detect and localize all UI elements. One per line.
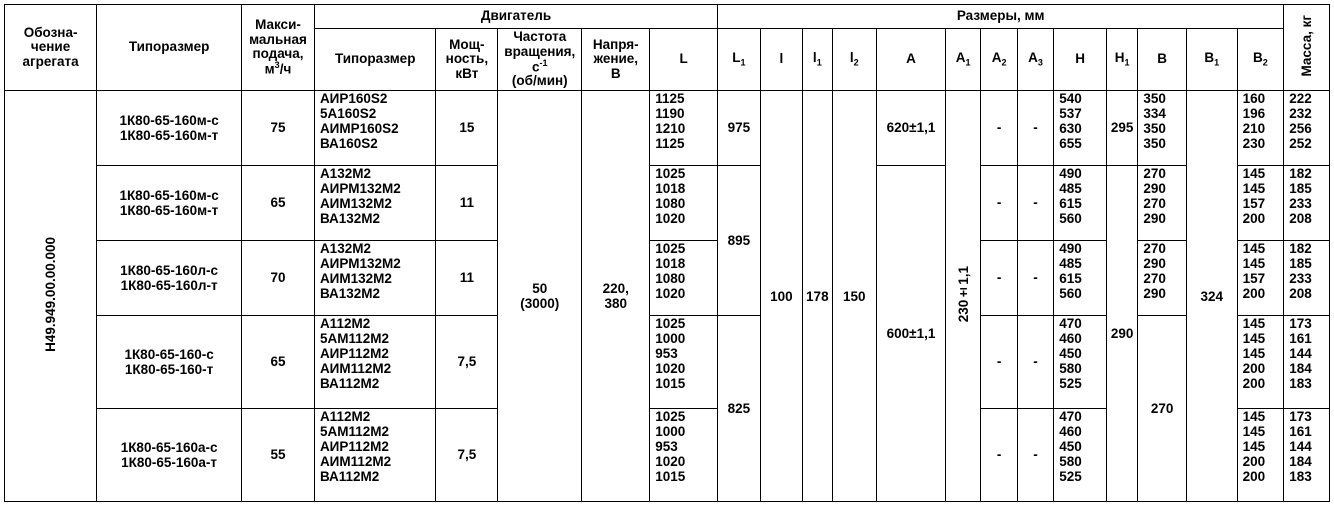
B-cell: 270 290 270 290 <box>1138 165 1187 240</box>
H1-cell: 295 <box>1106 91 1137 166</box>
designation-value: Н49.949.00.00.000 <box>43 237 59 352</box>
dim-col-header <box>650 29 718 91</box>
mass-cell: 173 161 144 184 183 <box>1284 408 1330 501</box>
max-flow-label: Макси- мальная подача, <box>249 17 307 61</box>
L1-cell: 825 <box>718 315 761 501</box>
freq-unit-sup: -1 <box>539 57 548 68</box>
type-size-cell: 1К80-65-160а-с 1К80-65-160а-т <box>97 408 242 501</box>
dim-col-header <box>803 29 832 91</box>
mass-cell: 173 161 144 184 183 <box>1284 315 1330 408</box>
freq-unit: с <box>532 59 540 75</box>
l1-cell: 178 <box>803 91 832 502</box>
designation-cell <box>5 91 97 502</box>
B2-cell: 145 145 145 200 200 <box>1237 408 1284 501</box>
flow-cell: 65 <box>242 315 315 408</box>
type-size-cell: 1К80-65-160л-с 1К80-65-160л-т <box>97 240 242 315</box>
dim-col-base: B <box>1204 49 1215 65</box>
dim-col-header <box>1186 29 1237 91</box>
dim-col-sub: 1 <box>1124 57 1130 68</box>
L1-cell: 895 <box>718 165 761 315</box>
dim-col-base: H <box>1075 51 1085 67</box>
A-cell: 600±1,1 <box>877 165 946 501</box>
A-cell: 620±1,1 <box>877 91 946 166</box>
power-cell: 15 <box>436 91 498 166</box>
H-cell: 490 485 615 560 <box>1054 165 1107 240</box>
dim-col-sub: 2 <box>1001 57 1007 68</box>
engine-list-cell: А132М2 АИРМ132М2 АИМ132М2 ВА132М2 <box>314 240 436 315</box>
col-max-flow-header <box>242 5 315 91</box>
engine-list-cell: А112М2 5АМ112М2 АИР112М2 АИМ112М2 ВА112М2 <box>314 315 436 408</box>
mass-cell: 182 185 233 208 <box>1284 165 1330 240</box>
dim-col-sub: 1 <box>816 57 822 68</box>
A3-cell: - <box>1017 240 1053 315</box>
dim-col-header <box>760 29 803 91</box>
dim-col-sub: 1 <box>740 57 746 68</box>
col-voltage-header: Напря- жение, В <box>582 29 650 91</box>
col-type-size-header: Типоразмер <box>97 5 242 91</box>
max-flow-unit-tail: /ч <box>279 61 292 77</box>
col-power-header: Мощ- ность, кВт <box>436 29 498 91</box>
flow-cell: 70 <box>242 240 315 315</box>
type-size-cell: 1К80-65-160м-с 1К80-65-160м-т <box>97 165 242 240</box>
table-row <box>5 165 1330 240</box>
power-cell: 11 <box>436 240 498 315</box>
dim-col-sub: 3 <box>1037 57 1043 68</box>
A2-cell: - <box>981 408 1017 501</box>
max-flow-unit: м <box>264 61 275 77</box>
l2-cell: 150 <box>832 91 877 502</box>
dim-col-header <box>832 29 877 91</box>
A2-cell: - <box>981 165 1017 240</box>
dim-col-base: A <box>906 51 916 67</box>
dim-col-sub: 2 <box>853 57 859 68</box>
engine-group-header: Двигатель <box>314 5 717 29</box>
engine-list-cell: А132М2 АИРМ132М2 АИМ132М2 ВА132М2 <box>314 165 436 240</box>
dim-col-header <box>1017 29 1053 91</box>
freq-tail: (об/мин) <box>511 73 568 89</box>
H-cell: 490 485 615 560 <box>1054 240 1107 315</box>
dim-col-header <box>1054 29 1107 91</box>
L-cell: 1025 1018 1080 1020 <box>650 165 718 240</box>
A1-value: 230±1,1 <box>955 266 971 323</box>
B-cell: 270 <box>1138 315 1187 501</box>
dim-col-base: B <box>1157 51 1168 67</box>
dim-col-sub: 1 <box>1214 57 1220 68</box>
H1-cell: 290 <box>1106 165 1137 501</box>
flow-cell: 55 <box>242 408 315 501</box>
col-engine-type-header: Типоразмер <box>314 29 436 91</box>
A2-cell: - <box>981 91 1017 166</box>
B-cell: 350 334 350 350 <box>1138 91 1187 166</box>
dim-col-sub: 2 <box>1262 57 1268 68</box>
H-cell: 470 460 450 580 525 <box>1054 315 1107 408</box>
dimensions-group-header: Размеры, мм <box>718 5 1284 29</box>
L-cell: 1025 1000 953 1020 1015 <box>650 315 718 408</box>
dim-col-base: A <box>1028 49 1038 65</box>
B2-cell: 160 196 210 230 <box>1237 91 1284 166</box>
dim-col-header <box>877 29 946 91</box>
A1-cell <box>945 91 980 502</box>
B2-cell: 145 145 145 200 200 <box>1237 315 1284 408</box>
dim-col-header <box>981 29 1017 91</box>
dim-col-base: l <box>812 49 817 65</box>
dim-col-base: L <box>679 51 688 67</box>
table-row <box>5 91 1330 166</box>
dim-col-base: l <box>779 51 784 67</box>
L1-cell: 975 <box>718 91 761 166</box>
dim-col-header <box>718 29 761 91</box>
flow-cell: 75 <box>242 91 315 166</box>
engine-list-cell: А112М2 5АМ112М2 АИР112М2 АИМ112М2 ВА112М2 <box>314 408 436 501</box>
pump-spec-table <box>4 4 1330 502</box>
mass-label: Масса, кг <box>1298 15 1314 77</box>
engine-list-cell: АИР160S2 5А160S2 АИМР160S2 ВА160S2 <box>314 91 436 166</box>
l-cell: 100 <box>760 91 803 502</box>
H-cell: 540 537 630 655 <box>1054 91 1107 166</box>
L-cell: 1125 1190 1210 1125 <box>650 91 718 166</box>
dim-col-base: H <box>1114 49 1125 65</box>
dim-col-header <box>1106 29 1137 91</box>
type-size-cell: 1К80-65-160-с 1К80-65-160-т <box>97 315 242 408</box>
L-cell: 1025 1018 1080 1020 <box>650 240 718 315</box>
dim-col-base: B <box>1253 49 1263 65</box>
dim-col-base: L <box>732 49 741 65</box>
A3-cell: - <box>1017 91 1053 166</box>
col-designation-header: Обозна- чение агрегата <box>5 5 97 91</box>
dim-col-base: A <box>991 49 1002 65</box>
col-mass-header <box>1284 5 1330 91</box>
B2-cell: 145 145 157 200 <box>1237 165 1284 240</box>
L-cell: 1025 1000 953 1020 1015 <box>650 408 718 501</box>
dim-col-header <box>1237 29 1284 91</box>
B2-cell: 145 145 157 200 <box>1237 240 1284 315</box>
freq-cell: 50 (3000) <box>498 91 582 502</box>
voltage-cell: 220, 380 <box>582 91 650 502</box>
B1-cell: 324 <box>1186 91 1237 502</box>
power-cell: 11 <box>436 165 498 240</box>
freq-label: Частота вращения, <box>504 29 576 59</box>
type-size-cell: 1К80-65-160м-с 1К80-65-160м-т <box>97 91 242 166</box>
dim-col-sub: 1 <box>965 57 971 68</box>
H-cell: 470 460 450 580 525 <box>1054 408 1107 501</box>
A2-cell: - <box>981 315 1017 408</box>
dim-col-header <box>1138 29 1187 91</box>
A2-cell: - <box>981 240 1017 315</box>
max-flow-unit-sup: 3 <box>274 59 280 70</box>
flow-cell: 65 <box>242 165 315 240</box>
dim-col-base: A <box>955 49 966 65</box>
power-cell: 7,5 <box>436 408 498 501</box>
A3-cell: - <box>1017 315 1053 408</box>
col-freq-header <box>498 29 582 91</box>
mass-cell: 182 185 233 208 <box>1284 240 1330 315</box>
A3-cell: - <box>1017 408 1053 501</box>
dim-col-header <box>945 29 980 91</box>
mass-cell: 222 232 256 252 <box>1284 91 1330 166</box>
dim-col-base: l <box>849 49 854 65</box>
power-cell: 7,5 <box>436 315 498 408</box>
B-cell: 270 290 270 290 <box>1138 240 1187 315</box>
A3-cell: - <box>1017 165 1053 240</box>
